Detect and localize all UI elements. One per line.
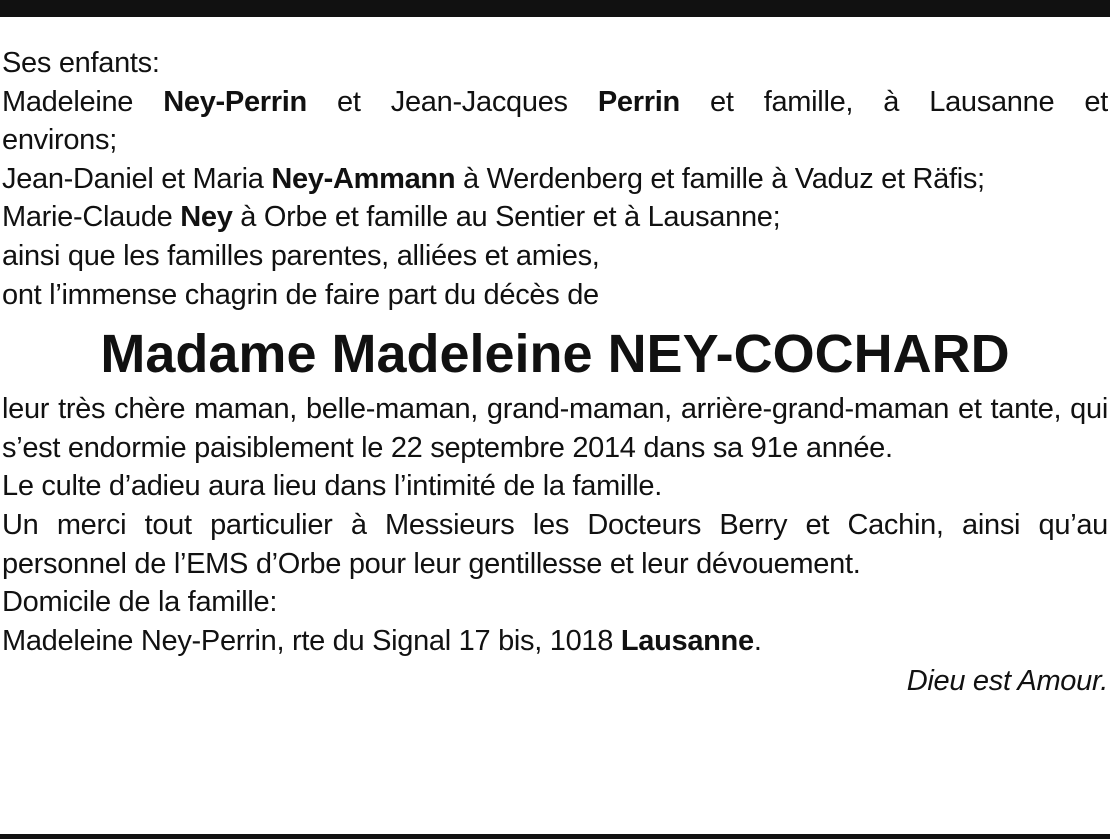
death-notice bbox=[2, 44, 1108, 701]
family-intro: Ses enfants: bbox=[2, 47, 160, 79]
tribute-paragraph: leur très chère maman, belle-maman, grand-maman, arrière-grand-maman et tante, qui s’est endormie paisiblement le 22 septembre 2014 dans sa 91e année. bbox=[2, 393, 1108, 464]
domicile-address: Madeleine Ney-Perrin, rte du Signal 17 bis, 1018 Lausanne. bbox=[2, 624, 762, 657]
surname-perrin: Perrin bbox=[597, 85, 680, 118]
surname-ney: Ney bbox=[180, 201, 233, 234]
deceased-name: Madame Madeleine NEY-COCHARD bbox=[100, 324, 1010, 385]
ceremony-notice: Le culte d’adieu aura lieu dans l’intimité de la famille. bbox=[2, 470, 662, 503]
family-line-2: Jean-Daniel et Maria Ney-Ammann à Werdenberg et famille à Vaduz et Räfis; bbox=[2, 162, 985, 195]
surname-ney-ammann: Ney-Ammann bbox=[271, 162, 456, 195]
surname-ney-perrin: Ney-Perrin bbox=[163, 85, 307, 118]
top-rule bbox=[0, 0, 1110, 17]
family-line-5: ont l’immense chagrin de faire part du décès de bbox=[2, 278, 599, 311]
closing-motto: Dieu est Amour. bbox=[906, 665, 1108, 698]
thanks-paragraph: Un merci tout particulier à Messieurs les Docteurs Berry et Cachin, ainsi qu’au personnel de l’EMS d’Orbe pour leur gentillesse et leur dévouement. bbox=[2, 508, 1108, 580]
family-line-3: Marie-Claude Ney à Orbe et famille au Sentier et à Lausanne; bbox=[2, 201, 781, 234]
family-line-1-continued: environs; bbox=[2, 124, 117, 157]
domicile-label: Domicile de la famille: bbox=[2, 586, 278, 619]
city-lausanne: Lausanne bbox=[620, 624, 754, 657]
family-line-4: ainsi que les familles parentes, alliées et amies, bbox=[2, 239, 600, 272]
bottom-rule bbox=[0, 834, 1110, 839]
family-line-1: Madeleine Ney-Perrin et Jean-Jacques Perrin et famille, à Lausanne et bbox=[2, 85, 1108, 118]
